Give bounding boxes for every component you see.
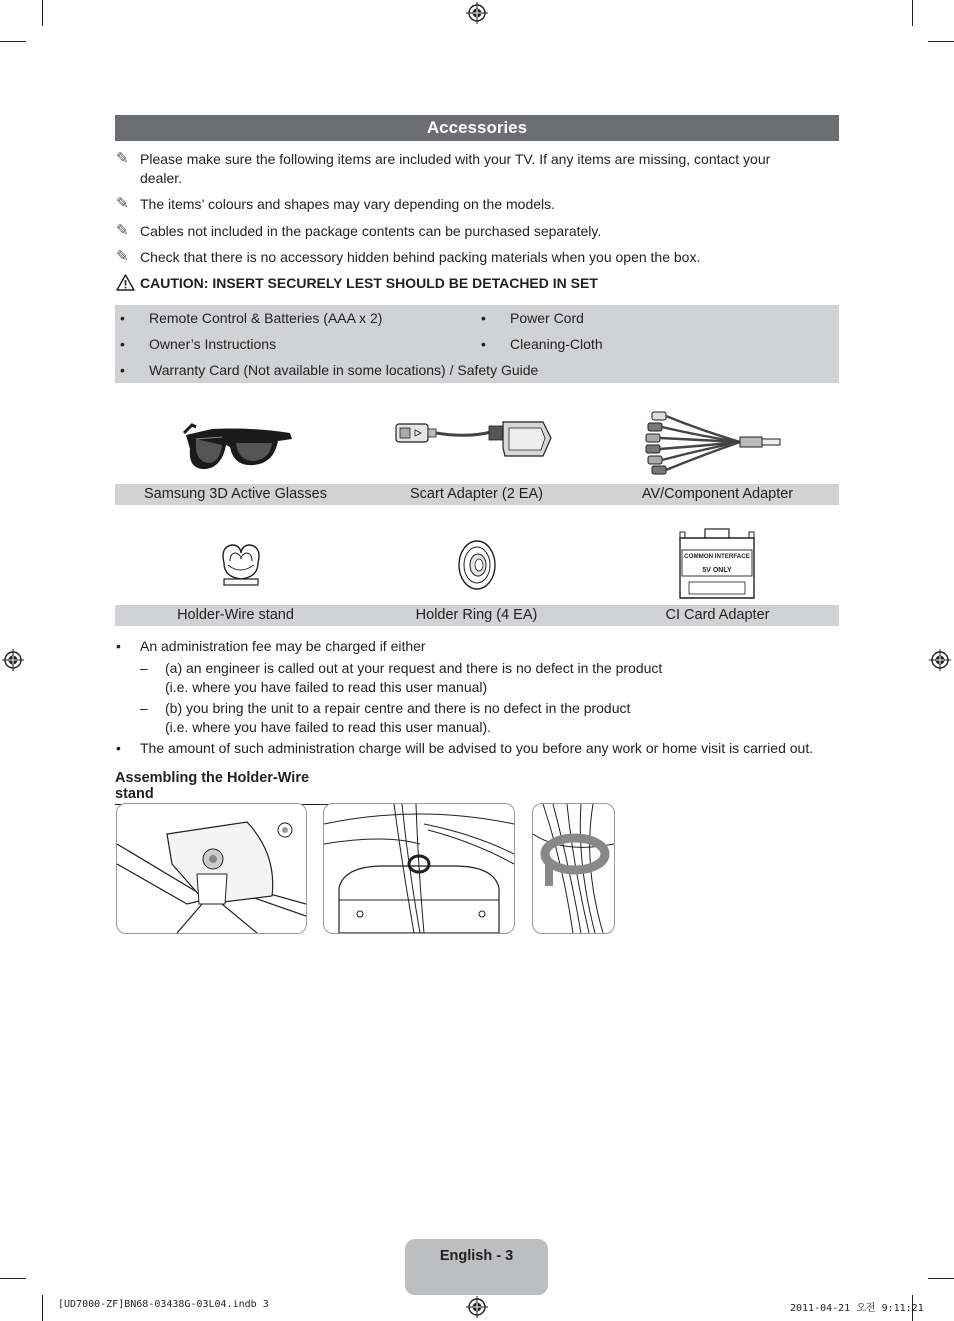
fee-bullet: • An administration fee may be charged if either	[116, 638, 426, 654]
registration-mark-icon	[466, 1296, 488, 1318]
page-number-tab: English - 3	[405, 1239, 548, 1295]
fee-intro: An administration fee may be charged if either	[140, 638, 426, 654]
print-slug-file: [UD7000-ZF]BN68-03438G-03L04.indb 3	[58, 1299, 269, 1310]
caution-line	[116, 275, 598, 291]
crop-mark	[928, 1278, 954, 1279]
assembly-title: Assembling the Holder-Wire stand	[115, 770, 350, 805]
crop-mark	[42, 1295, 43, 1321]
registration-mark-icon	[929, 649, 951, 671]
note-pencil-icon: ✎	[116, 248, 129, 265]
accessory-label: CI Card Adapter	[665, 607, 770, 623]
package-item: • Warranty Card (Not available in some locations) / Safety Guide	[120, 362, 539, 378]
assembly-step-1-illustration	[116, 803, 307, 934]
fee-sub-item: – (b) you bring the unit to a repair centre and there is no defect in the product (i.e. where you have failed to read this user manual).	[140, 700, 631, 735]
crop-mark	[42, 0, 43, 26]
package-contents-box	[115, 305, 839, 383]
package-item: • Owner’s Instructions	[120, 336, 277, 352]
package-item: • Cleaning-Cloth	[481, 336, 603, 352]
crop-mark	[0, 1278, 26, 1279]
note-item	[116, 150, 816, 188]
fee-sub-item: – (a) an engineer is called out at your request and there is no defect in the product (i.e. where you have failed to read this user manual)	[140, 660, 663, 695]
note-pencil-icon: ✎	[116, 195, 129, 212]
accessory-label: Samsung 3D Active Glasses	[144, 486, 327, 502]
note-pencil-icon: ✎	[116, 222, 129, 239]
av-component-adapter-icon	[640, 410, 785, 476]
section-title: Accessories	[115, 115, 839, 141]
accessory-label: Holder Ring (4 EA)	[415, 607, 538, 623]
note-text: Please make sure the following items are included with your TV. If any items are missing, contact your dealer.	[140, 151, 771, 186]
fee-a-line1: (a) an engineer is called out at your request and there is no defect in the product	[165, 660, 663, 676]
3d-glasses-icon	[182, 415, 297, 473]
ci-card-adapter-icon	[677, 528, 757, 600]
note-text: The items’ colours and shapes may vary depending on the models.	[140, 196, 556, 212]
caution-text: CAUTION: INSERT SECURELY LEST SHOULD BE DETACHED IN SET	[140, 275, 598, 291]
scart-adapter-icon	[393, 418, 553, 460]
note-text: Cables not included in the package contents can be purchased separately.	[140, 223, 602, 239]
assembly-step-2-illustration	[323, 803, 515, 934]
fee-b-line1: (b) you bring the unit to a repair centre and there is no defect in the product	[165, 700, 631, 716]
accessory-label: Holder-Wire stand	[177, 607, 294, 623]
note-item	[116, 222, 816, 241]
note-item	[116, 195, 816, 214]
registration-mark-icon	[466, 2, 488, 24]
accessory-label: AV/Component Adapter	[641, 486, 794, 502]
fee-bullet: • The amount of such administration charge will be advised to you before any work or home visit is carried out.	[116, 740, 814, 756]
crop-mark	[928, 41, 954, 42]
fee-outro: The amount of such administration charge will be advised to you before any work or home visit is carried out.	[140, 740, 814, 756]
caption-row	[115, 484, 839, 505]
holder-wire-stand-icon	[218, 541, 264, 587]
caption-row	[115, 605, 839, 626]
print-slug-date: 2011-04-21 오전 9:11:21	[790, 1303, 924, 1314]
fee-a-line2: (i.e. where you have failed to read this user manual)	[165, 679, 488, 695]
note-text: Check that there is no accessory hidden behind packing materials when you open the box.	[140, 249, 701, 265]
crop-mark	[0, 41, 26, 42]
registration-mark-icon	[2, 649, 24, 671]
holder-ring-icon	[457, 539, 497, 591]
warning-triangle-icon	[116, 274, 135, 291]
note-item	[116, 248, 816, 267]
package-item: • Remote Control & Batteries (AAA x 2)	[120, 310, 383, 326]
accessory-label: Scart Adapter (2 EA)	[410, 486, 543, 502]
note-pencil-icon: ✎	[116, 150, 129, 167]
assembly-step-3-illustration	[532, 803, 615, 934]
ci-card-label-line2: 5V ONLY	[702, 567, 732, 574]
fee-b-line2: (i.e. where you have failed to read this user manual).	[165, 719, 492, 735]
crop-mark	[912, 0, 913, 26]
package-item: • Power Cord	[481, 310, 584, 326]
ci-card-label-line1: COMMON INTERFACE	[684, 553, 750, 560]
